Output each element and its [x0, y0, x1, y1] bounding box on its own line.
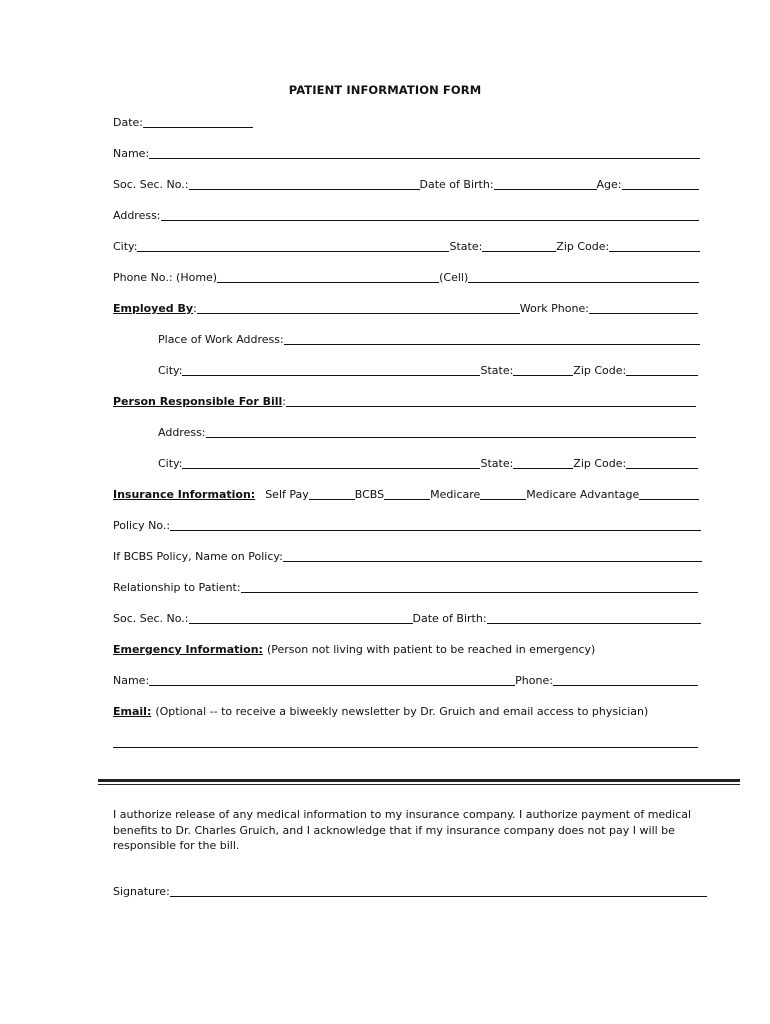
date-row — [113, 114, 253, 130]
work-state-field[interactable] — [513, 375, 573, 376]
policy-field[interactable] — [170, 530, 701, 531]
email-note: (Optional -- to receive a biweekly newsletter by Dr. Gruich and email access to physician) — [155, 705, 649, 718]
phone-cell-label: (Cell) — [439, 271, 469, 284]
dob-field[interactable] — [494, 189, 597, 190]
work-city-row — [158, 362, 698, 378]
signature-label: Signature: — [113, 885, 170, 898]
medicare-field[interactable] — [480, 499, 526, 500]
age-label: Age: — [596, 178, 622, 191]
work-zip-field[interactable] — [626, 375, 698, 376]
emergency-name-label: Name: — [113, 674, 150, 687]
work-city-label: City: — [158, 364, 183, 377]
phone-cell-field[interactable] — [468, 282, 699, 283]
employer-field[interactable] — [197, 313, 520, 314]
address-row — [113, 207, 699, 223]
bcbs-name-row — [113, 548, 702, 564]
bcbs-field[interactable] — [384, 499, 430, 500]
medicare-advantage-label: Medicare Advantage — [526, 488, 640, 501]
name-row — [113, 145, 700, 161]
responsible-colon: : — [282, 395, 286, 408]
policy-label: Policy No.: — [113, 519, 171, 532]
date-label: Date: — [113, 116, 143, 129]
emergency-contact-row — [113, 672, 698, 688]
city-state-zip-row — [113, 238, 700, 254]
relationship-row — [113, 579, 698, 595]
responsible-row — [113, 393, 696, 409]
insurance-row — [113, 486, 699, 502]
employed-by-label: Employed By — [113, 302, 194, 315]
email-field[interactable] — [113, 747, 698, 748]
resp-state-label: State: — [480, 457, 514, 470]
phone-row — [113, 269, 699, 285]
resp-city-row — [158, 455, 698, 471]
employed-by-row — [113, 300, 698, 316]
emergency-note: (Person not living with patient to be reached in emergency) — [266, 643, 596, 656]
signature-field[interactable] — [170, 896, 707, 897]
resp-address-field[interactable] — [206, 437, 696, 438]
insured-ssn-field[interactable] — [189, 623, 413, 624]
work-address-row — [158, 331, 700, 347]
state-field[interactable] — [482, 251, 556, 252]
authorization-text: I authorize release of any medical information to my insurance company. I authorize payment of medical benefits to Dr. Charles Gruich, and I acknowledge that if my insurance company does not pay I will be responsible for the bill. — [113, 808, 692, 852]
bcbs-name-label: If BCBS Policy, Name on Policy: — [113, 550, 283, 563]
emergency-phone-label: Phone: — [515, 674, 553, 687]
name-label: Name: — [113, 147, 150, 160]
email-blank-row — [113, 734, 698, 750]
resp-city-label: City: — [158, 457, 183, 470]
bcbs-label: BCBS — [354, 488, 385, 501]
insurance-label: Insurance Information: — [113, 488, 256, 501]
address-label: Address: — [113, 209, 161, 222]
relationship-label: Relationship to Patient: — [113, 581, 241, 594]
resp-address-label: Address: — [158, 426, 206, 439]
phone-home-label: Phone No.: (Home) — [113, 271, 218, 284]
dob-label: Date of Birth: — [419, 178, 494, 191]
city-field[interactable] — [137, 251, 449, 252]
work-state-label: State: — [480, 364, 514, 377]
resp-zip-label: Zip Code: — [573, 457, 627, 470]
work-address-label: Place of Work Address: — [158, 333, 284, 346]
ssn-label: Soc. Sec. No.: — [113, 178, 189, 191]
date-field[interactable] — [143, 127, 253, 128]
age-field[interactable] — [622, 189, 699, 190]
medicare-label: Medicare — [430, 488, 481, 501]
medicare-advantage-field[interactable] — [639, 499, 699, 500]
insured-dob-label: Date of Birth: — [412, 612, 487, 625]
responsible-field[interactable] — [286, 406, 696, 407]
emergency-name-field[interactable] — [149, 685, 515, 686]
responsible-label: Person Responsible For Bill — [113, 395, 283, 408]
insured-ssn-label: Soc. Sec. No.: — [113, 612, 189, 625]
insured-ssn-dob-row — [113, 610, 701, 626]
name-field[interactable] — [149, 158, 700, 159]
insured-dob-field[interactable] — [487, 623, 701, 624]
emergency-phone-field[interactable] — [553, 685, 698, 686]
address-field[interactable] — [161, 220, 699, 221]
resp-state-field[interactable] — [513, 468, 573, 469]
employed-by-colon: : — [193, 302, 197, 315]
relationship-field[interactable] — [241, 592, 698, 593]
state-label: State: — [449, 240, 483, 253]
self-pay-field[interactable] — [309, 499, 355, 500]
emergency-row — [113, 641, 713, 657]
zip-field[interactable] — [609, 251, 700, 252]
work-address-field[interactable] — [284, 344, 700, 345]
city-label: City: — [113, 240, 138, 253]
resp-address-row — [158, 424, 696, 440]
email-label: Email: — [113, 705, 152, 718]
work-phone-field[interactable] — [589, 313, 698, 314]
email-row — [113, 703, 713, 719]
ssn-field[interactable] — [189, 189, 420, 190]
divider-thick — [98, 779, 740, 782]
self-pay-label: Self Pay — [265, 488, 309, 501]
emergency-label: Emergency Information: — [113, 643, 263, 656]
work-city-field[interactable] — [182, 375, 480, 376]
divider-thin — [98, 784, 740, 785]
resp-city-field[interactable] — [182, 468, 480, 469]
phone-home-field[interactable] — [217, 282, 439, 283]
resp-zip-field[interactable] — [626, 468, 698, 469]
zip-label: Zip Code: — [556, 240, 610, 253]
form-title: PATIENT INFORMATION FORM — [288, 83, 482, 97]
policy-row — [113, 517, 701, 533]
work-zip-label: Zip Code: — [573, 364, 627, 377]
bcbs-name-field[interactable] — [283, 561, 702, 562]
signature-row — [113, 883, 707, 899]
ssn-dob-age-row — [113, 176, 699, 192]
work-phone-label: Work Phone: — [519, 302, 589, 315]
